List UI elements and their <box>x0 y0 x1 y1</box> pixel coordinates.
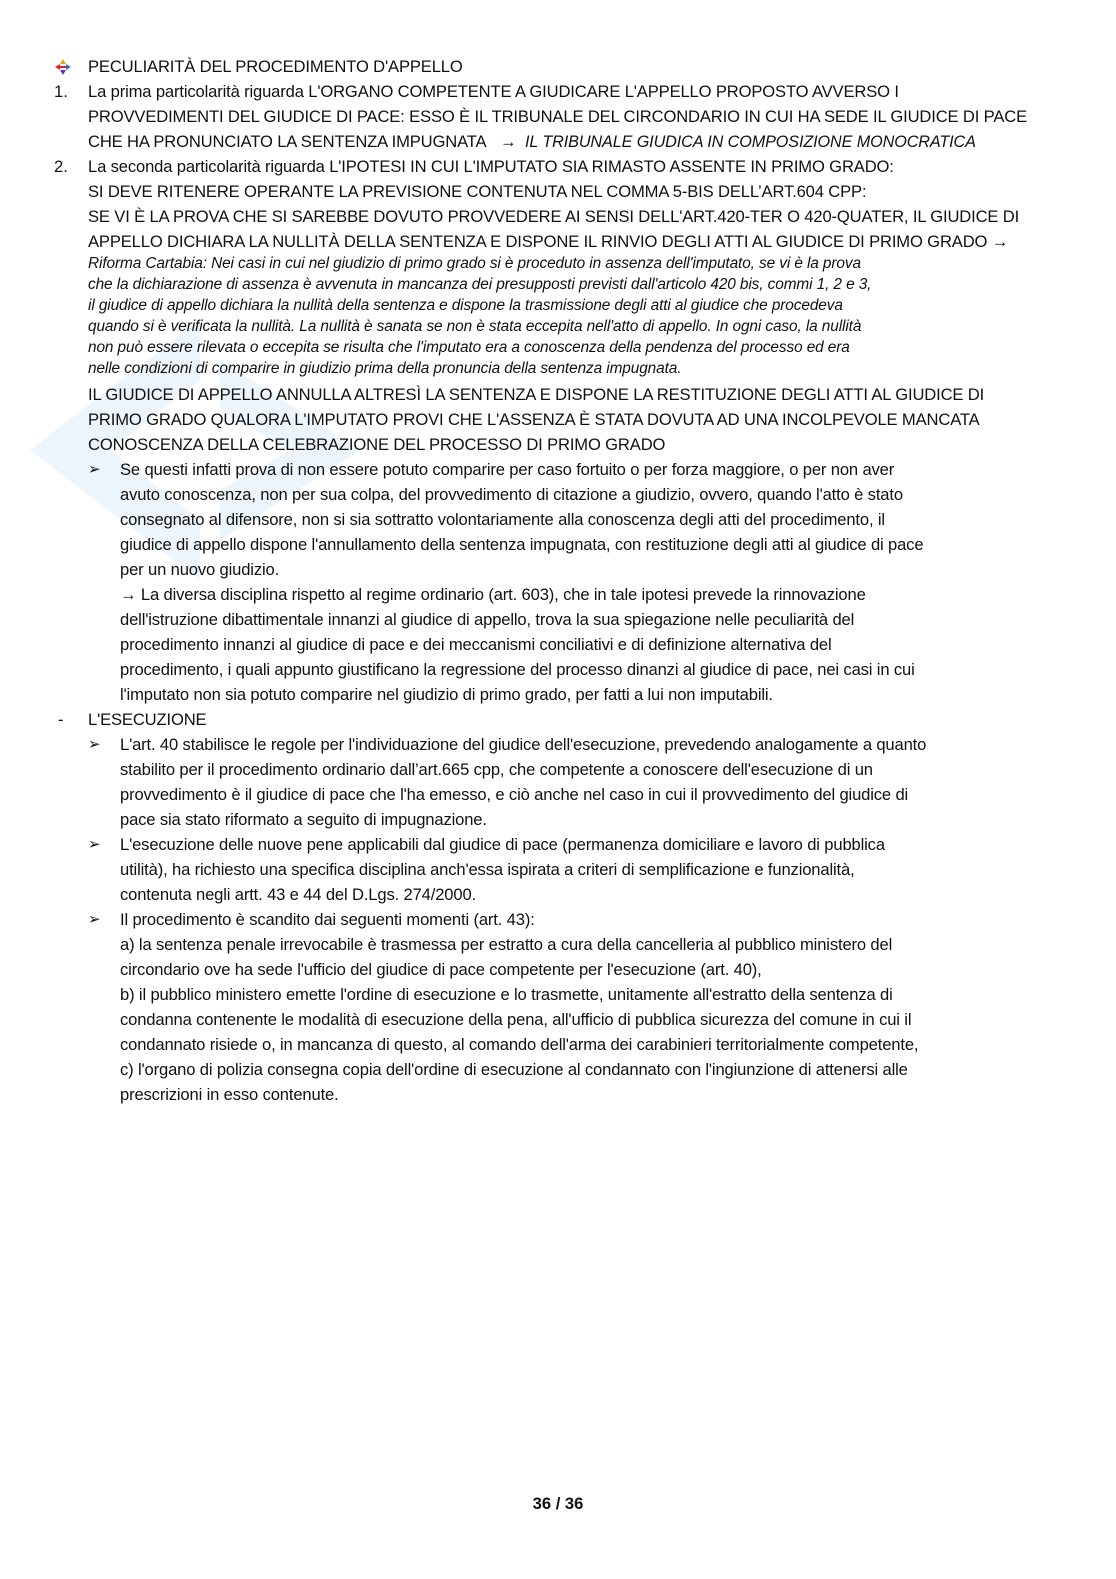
bullet-line: c) l'organo di polizia consegna copia dell'ordine di esecuzione al condannato con l'ingiunzione di attenersi alle <box>120 1060 908 1079</box>
bullet-line: a) la sentenza penale irrevocabile è trasmessa per estratto a cura della cancelleria al pubblico ministero del <box>120 935 893 954</box>
page-number: 36 / 36 <box>532 1494 584 1513</box>
bullet-line: L'esecuzione delle nuove pene applicabili dal giudice di pace (permanenza domiciliare e lavoro di pubblica <box>120 835 885 854</box>
bullet-line: pace sia stato riformato a seguito di impugnazione. <box>120 810 487 829</box>
arrowhead-bullet-icon: ➢ <box>88 836 101 853</box>
item1-line <box>88 131 976 153</box>
section-heading: PECULIARITÀ DEL PROCEDIMENTO D'APPELLO <box>88 57 463 76</box>
bullet-line: consegnato al difensore, non si sia sottratto volontariamente alla conoscenza degli atti del procedimento, il <box>120 510 885 529</box>
item2-line: SI DEVE RITENERE OPERANTE LA PREVISIONE CONTENUTA NEL COMMA 5-BIS DELL’ART.604 CPP: <box>88 182 867 201</box>
bullet-line: condannato risiede o, in mancanza di questo, al comando dell'arma dei carabinieri territorialmente competente, <box>120 1035 919 1054</box>
annulment-line: PRIMO GRADO QUALORA L'IMPUTATO PROVI CHE L'ASSENZA È STATA DOVUTA AD UNA INCOLPEVOLE MANCATA <box>88 410 980 429</box>
cartabia-line: non può essere rilevata o eccepita se risulta che l'imputato era a conoscenza della pendenza del processo ed era <box>88 339 850 356</box>
bullet-line: giudice di appello dispone l'annullamento della sentenza impugnata, con restituzione degli atti al giudice di pace <box>120 535 924 554</box>
section-title-esecuzione: L'ESECUZIONE <box>88 710 207 729</box>
bullet-line: per un nuovo giudizio. <box>120 560 280 579</box>
bullet-line: provvedimento è il giudice di pace che l'ha emesso, e ciò anche nel caso in cui il provvedimento del giudice di <box>120 785 909 804</box>
arrowhead-bullet-icon: ➢ <box>88 911 101 928</box>
cartabia-line: il giudice di appello dichiara la nullità della sentenza e dispone la trasmissione degli atti al giudice che procedeva <box>88 297 843 314</box>
annulment-line: IL GIUDICE DI APPELLO ANNULLA ALTRESÌ LA SENTENZA E DISPONE LA RESTITUZIONE DEGLI ATTI AL GIUDICE DI <box>88 385 985 404</box>
bullet-line: l'imputato non sia potuto comparire nel giudizio di primo grado, per fatti a lui non imputabili. <box>120 685 773 704</box>
item1-line: La prima particolarità riguarda L'ORGANO COMPETENTE A GIUDICARE L'APPELLO PROPOSTO AVVERSO I <box>88 82 899 101</box>
bullet-line: b) il pubblico ministero emette l'ordine di esecuzione e lo trasmette, unitamente all'estratto della sentenza di <box>120 985 893 1004</box>
cartabia-line: nelle condizioni di comparire in giudizio prima della pronuncia della sentenza impugnata. <box>88 360 682 377</box>
annulment-line: CONOSCENZA DELLA CELEBRAZIONE DEL PROCESSO DI PRIMO GRADO <box>88 435 666 454</box>
list-number: 1. <box>54 82 68 101</box>
bullet-line: procedimento innanzi al giudice di pace e dei meccanismi conciliativi e di definizione alternativa del <box>120 635 832 654</box>
bullet-line: Se questi infatti prova di non essere potuto comparire per caso fortuito o per forza maggiore, o per non aver <box>120 460 895 479</box>
arrowhead-bullet-icon: ➢ <box>88 461 101 478</box>
list-number: 2. <box>54 157 68 176</box>
item1-line: PROVVEDIMENTI DEL GIUDICE DI PACE: ESSO È IL TRIBUNALE DEL CIRCONDARIO IN CUI HA SEDE IL GIUDICE DI PACE <box>88 107 1028 126</box>
bullet-line: avuto conoscenza, non per sua colpa, del provvedimento di citazione a giudizio, ovvero, quando l'atto è stato <box>120 485 903 504</box>
cartabia-line: che la dichiarazione di assenza è avvenuta in mancanza dei presupposti previsti dall'articolo 420 bis, commi 1, 2 e 3, <box>88 276 872 293</box>
bullet-line: prescrizioni in esso contenute. <box>120 1085 339 1104</box>
bullet-line: Il procedimento è scandito dai seguenti momenti (art. 43): <box>120 910 535 929</box>
four-arrows-icon <box>54 58 72 76</box>
bullet-line: contenuta negli artt. 43 e 44 del D.Lgs. 274/2000. <box>120 885 476 904</box>
bullet-line: dell'istruzione dibattimentale innanzi al giudice di appello, trova la sua spiegazione nelle peculiarità del <box>120 610 855 629</box>
bullet-line: circondario ove ha sede l'ufficio del giudice di pace competente per l'esecuzione (art. 40), <box>120 960 762 979</box>
item2-line: SE VI È LA PROVA CHE SI SAREBBE DOVUTO PROVVEDERE AI SENSI DELL'ART.420-TER O 420-QUATER, IL GIUDICE DI <box>88 207 1020 226</box>
bullet-line: utilità), ha richiesto una specifica disciplina anch'essa ispirata a criteri di semplificazione e funzionalità, <box>120 860 855 879</box>
cartabia-line: Riforma Cartabia: Nei casi in cui nel giudizio di primo grado si è proceduto in assenza dell'imputato, se vi è la prova <box>88 255 861 272</box>
item1-text: CHE HA PRONUNCIATO LA SENTENZA IMPUGNATA <box>88 132 486 151</box>
cartabia-line: quando si è verificata la nullità. La nullità è sanata se non è stata eccepita nell'atto di appello. In ogni caso, la nullità <box>88 318 862 335</box>
bullet-line: procedimento, i quali appunto giustificano la regressione del processo dinanzi al giudice di pace, nei casi in cui <box>120 660 915 679</box>
dash-marker: - <box>58 710 64 729</box>
bullet-line: condanna contenente le modalità di esecuzione della pena, all'ufficio di pubblica sicurezza del comune in cui il <box>120 1010 912 1029</box>
bullet-line: L'art. 40 stabilisce le regole per l'individuazione del giudice dell'esecuzione, prevedendo analogamente a quanto <box>120 735 927 754</box>
bullet-line: → La diversa disciplina rispetto al regime ordinario (art. 603), che in tale ipotesi prevede la rinnovazione <box>120 585 866 604</box>
arrow-right-icon: → <box>500 132 517 151</box>
arrowhead-bullet-icon: ➢ <box>88 736 101 753</box>
item1-italic-note: IL TRIBUNALE GIUDICA IN COMPOSIZIONE MONOCRATICA <box>524 133 976 151</box>
item2-line: La seconda particolarità riguarda L'IPOTESI IN CUI L'IMPUTATO SIA RIMASTO ASSENTE IN PRIMO GRADO: <box>88 157 894 176</box>
item2-line: APPELLO DICHIARA LA NULLITÀ DELLA SENTENZA E DISPONE IL RINVIO DEGLI ATTI AL GIUDICE DI PRIMO GRADO → <box>88 232 1009 251</box>
bullet-line: stabilito per il procedimento ordinario dall’art.665 cpp, che competente a conoscere dell'esecuzione di un <box>120 760 873 779</box>
